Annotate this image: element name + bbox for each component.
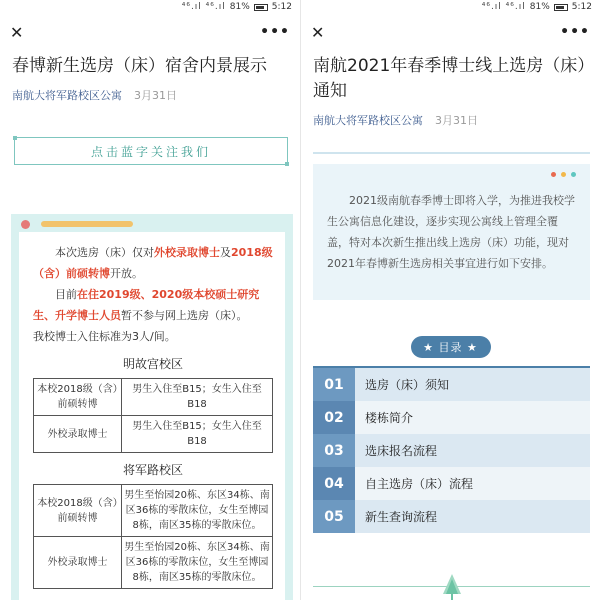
dot-icon — [571, 172, 576, 177]
toc-item[interactable] — [313, 500, 590, 533]
toc-number: 01 — [313, 368, 355, 401]
intro-text: 暂不参与网上选房（床）。 — [121, 309, 248, 322]
battery-icon — [254, 4, 268, 11]
toc-item[interactable] — [313, 467, 590, 500]
student-type-cell: 本校2018级（含）前硕转博 — [34, 485, 122, 537]
dot-icon — [561, 172, 566, 177]
article-title: 南航2021年春季博士线上选房（床）通知 — [313, 56, 586, 101]
toc-label: 新生查询流程 — [355, 500, 590, 533]
toc-number: 04 — [313, 467, 355, 500]
tree-icon — [441, 572, 463, 600]
intro-text: 本次选房（床）仅对 — [55, 246, 154, 259]
student-type-cell: 本校2018级（含）前硕转博 — [34, 379, 122, 416]
toc-label: 选房（床）须知 — [355, 368, 590, 401]
intro-paragraph-2 — [33, 284, 273, 326]
follow-text: 点击蓝字关注我们 — [90, 144, 211, 159]
section-divider — [313, 152, 590, 154]
article-meta — [301, 112, 600, 128]
clock: 5:12 — [271, 2, 292, 12]
campus-heading: 明故宫校区 — [122, 357, 183, 371]
toc-number: 02 — [313, 401, 355, 434]
more-menu-icon[interactable]: ••• — [560, 24, 590, 40]
article-title: 春博新生选房（床）宿舍内景展示 — [12, 56, 267, 76]
toc-heading: ★ 目录 ★ — [411, 336, 491, 358]
table-row — [34, 379, 273, 416]
battery-icon — [554, 4, 568, 11]
intro-paragraph-1 — [33, 242, 273, 284]
highlight-text: 在住2019级、2020级本校硕士研究生、升学博士人员 — [33, 288, 260, 322]
card-dot-decoration — [21, 220, 30, 229]
intro-paragraph-3: 我校博士入住标准为3人/间。 — [33, 330, 176, 343]
toc-label: 楼栋简介 — [355, 401, 590, 434]
account-link[interactable]: 南航大将军路校区公寓 — [12, 89, 122, 102]
publish-date: 3月31日 — [435, 114, 478, 127]
article-topbar — [301, 14, 600, 50]
article-topbar — [0, 14, 300, 50]
info-card — [11, 214, 293, 600]
corner-decoration — [285, 162, 289, 166]
toc-item[interactable] — [313, 368, 590, 401]
campus-table — [33, 484, 273, 589]
table-row — [34, 416, 273, 453]
dorm-rule-cell: 男生至怡园20栋、东区34栋、南区36栋的零散床位，女生至博园8栋，南区35栋的零散床位。 — [122, 537, 273, 589]
intro-text: 开放。 — [110, 267, 143, 280]
toc-label: 自主选房（床）流程 — [355, 467, 590, 500]
highlight-text: 2018级（含）前硕转博 — [33, 246, 273, 280]
table-row — [34, 537, 273, 589]
card-bar-decoration — [41, 221, 133, 227]
toc-number: 05 — [313, 500, 355, 533]
article-meta — [0, 87, 300, 103]
notice-text: 2021级南航春季博士即将入学，为推进我校学生公寓信息化建设，逐步实现公寓线上管理全覆盖，特对本次新生推出线上选房（床）功能，现对2021年春博新生选房相关事宜进行如下安排。 — [327, 194, 575, 270]
signal-icon: ⁴⁶.ıl ⁴⁶.ıl — [481, 2, 526, 12]
dorm-rule-cell: 男生入住至B15；女生入住至B18 — [122, 416, 273, 453]
toc-item[interactable] — [313, 434, 590, 467]
campus-heading: 将军路校区 — [122, 463, 183, 477]
dorm-rule-cell: 男生至怡园20栋、东区34栋、南区36栋的零散床位，女生至博园8栋，南区35栋的零散床位。 — [122, 485, 273, 537]
toc-item[interactable] — [313, 401, 590, 434]
intro-text: 目前 — [55, 288, 77, 301]
campus-table — [33, 378, 273, 453]
close-icon[interactable]: ✕ — [311, 22, 325, 42]
publish-date: 3月31日 — [134, 89, 177, 102]
student-type-cell: 外校录取博士 — [34, 416, 122, 453]
student-type-cell: 外校录取博士 — [34, 537, 122, 589]
follow-banner[interactable] — [14, 137, 288, 165]
intro-text: 及 — [220, 246, 231, 259]
right-article-pane — [300, 0, 600, 600]
battery-percent: 81% — [229, 2, 250, 12]
highlight-text: 外校录取博士 — [154, 246, 220, 259]
color-dots-decoration — [551, 172, 576, 177]
close-icon[interactable]: ✕ — [10, 22, 24, 42]
signal-icon: ⁴⁶.ıl ⁴⁶.ıl — [181, 2, 226, 12]
toc-number: 03 — [313, 434, 355, 467]
dot-icon — [551, 172, 556, 177]
clock: 5:12 — [571, 2, 592, 12]
more-menu-icon[interactable]: ••• — [260, 24, 290, 40]
card-body — [19, 232, 285, 600]
status-bar — [0, 0, 300, 14]
dorm-rule-cell: 男生入住至B15；女生入住至B18 — [122, 379, 273, 416]
table-row — [34, 485, 273, 537]
notice-box — [313, 164, 590, 300]
table-of-contents — [313, 366, 590, 533]
battery-percent: 81% — [529, 2, 550, 12]
corner-decoration — [13, 136, 17, 140]
toc-label: 选床报名流程 — [355, 434, 590, 467]
status-bar — [301, 0, 600, 14]
account-link[interactable]: 南航大将军路校区公寓 — [313, 114, 423, 127]
